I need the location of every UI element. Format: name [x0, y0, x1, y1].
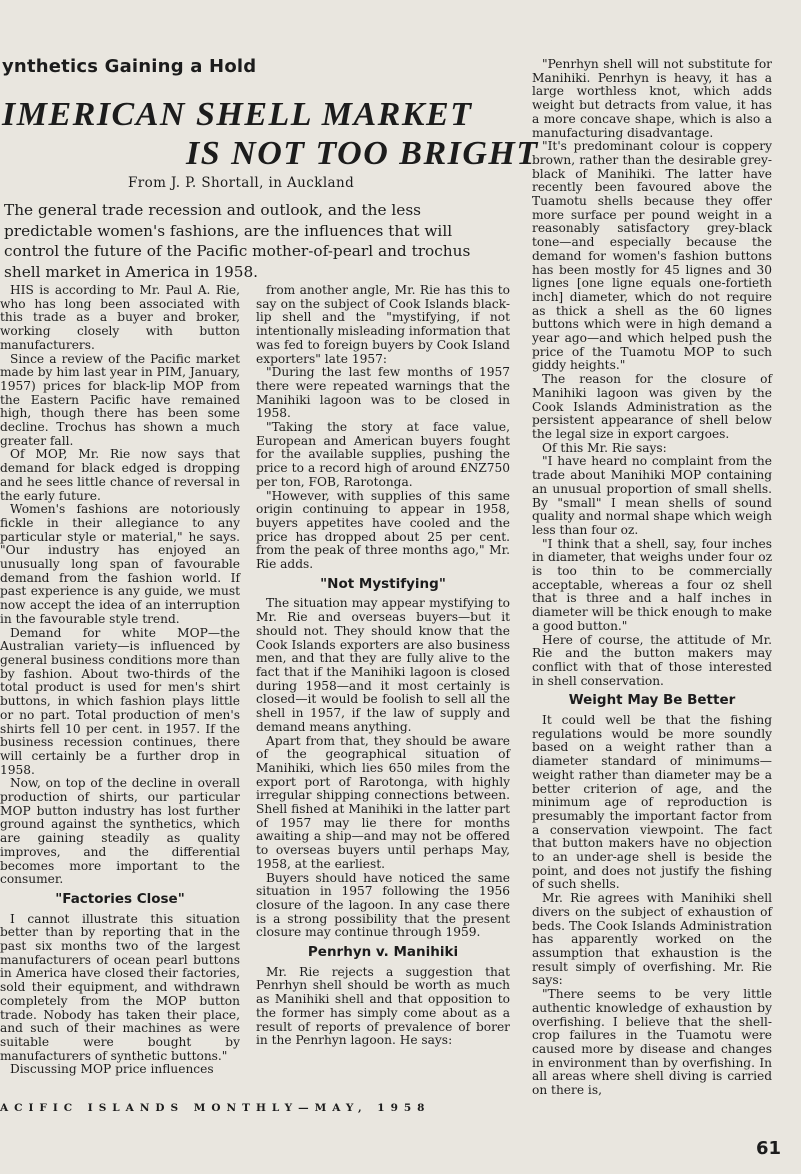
paragraph: Buyers should have noticed the same situation in 1957 following the 1956 closure of the lagoon. In any case there is a strong possibility that the present closure may continue through 1959.	[256, 870, 510, 940]
paragraph: Discussing MOP price influences	[10, 1062, 214, 1077]
paragraph: I cannot illustrate this situation better than by reporting that in the past six months two of the largest manufacturers of ocean pearl buttons in America have closed their factories, sold their equipment, and withdrawn completely from the MOP button trade. Nobody has taken their place, and such of their machines as were suitable were bought by manufacturers of synthetic buttons."	[0, 911, 240, 1063]
paragraph: Mr. Rie agrees with Manihiki shell divers on the subject of exhaustion of beds. The Cook Islands Administration has apparently worked on the assumption that exhaustion is the result simply of overfishing. Mr. Rie says:	[532, 891, 772, 988]
column-2	[256, 284, 510, 1048]
paragraph: The reason for the closure of Manihiki lagoon was given by the Cook Islands Administration as the persistent appearance of shell below the legal size in export cargoes.	[532, 372, 772, 441]
paragraph: "I have heard no complaint from the trade about Manihiki MOP containing an unusual proportion of small shells. By "small" I mean shells of sound quality and normal shape which weigh less than four oz.	[532, 454, 772, 537]
headline-line-2: IS NOT TOO BRIGHT	[186, 135, 539, 172]
paragraph: "However, with supplies of this same origin continuing to appear in 1958, buyers appetites have cooled and the price has dropped about 25 per cent. from the peak of three months ago," Mr. Rie adds.	[256, 488, 510, 572]
paragraph: It could well be that the fishing regulations would be more soundly based on a weight rather than a diameter standard of minimums—weight rather than diameter may be a better criterion of age, and the minimum age of reproduction is presumably the important factor from a conservation viewpoint. The fact that button makers have no objection to an under-age shell is beside the point, and does not justify the fishing of such shells.	[532, 713, 772, 892]
paragraph: Demand for white MOP—the Australian variety—is influenced by general business conditions more than by fashion. About two-thirds of the total product is used for men's shirt buttons, in which fashion plays little or no part. Total production of men's shirts fell 10 per cent. in 1957. If the business recession continues, there will certainly be a further drop in 1958.	[0, 625, 240, 777]
subheading-weight-may-be-better: Weight May Be Better	[568, 692, 736, 709]
paragraph: Of MOP, Mr. Rie now says that demand for black edged is dropping and he sees little chance of reversal in the early future.	[0, 447, 240, 503]
headline-line-1: IMERICAN SHELL MARKET	[2, 96, 473, 133]
paragraph: Apart from that, they should be aware of the geographical situation of Manihiki, which lies 650 miles from the export port of Rarotonga, with highly irregular shipping connections between. Shell fished at Manihiki in the latter part of 1957 may lie there for months awaiting a ship—and may not be offered to overseas buyers until perhaps May, 1958, at the earliest.	[256, 733, 510, 871]
subheading-penrhyn-v-manihiki: Penrhyn v. Manihiki	[307, 944, 459, 961]
paragraph: HIS is according to Mr. Paul A. Rie, who has long been associated with this trade as a buyer and broker, working closely with button manufacturers.	[0, 283, 240, 352]
paragraph: "There seems to be very little authentic knowledge of exhaustion by overfishing. I believe that the shell-crop failures in the Tuamotu were caused more by disease and changes in environment than by overfishing. In all areas where shell diving is carried on there is,	[532, 987, 772, 1098]
page-number: 61	[756, 1138, 782, 1159]
column-3	[532, 58, 772, 1098]
paragraph: "Penrhyn shell will not substitute for Manihiki. Penrhyn is heavy, it has a large worthless knot, which adds weight but detracts from value, it has a more concave shape, which is also a manufacturing disadvantage.	[532, 57, 772, 140]
subheading-not-mystifying: "Not Mystifying"	[320, 575, 446, 592]
kicker: ynthetics Gaining a Hold	[2, 56, 257, 77]
paragraph: Here of course, the attitude of Mr. Rie and the button makers may conflict with that of those interested in shell conservation.	[532, 632, 772, 688]
paragraph: "It's predominant colour is coppery brown, rather than the desirable grey-black of Manihiki. The latter have recently been favoured above the Tuamotu shells because they offer more surface per pound weight in a reasonably satisfactory grey-black tone—and especially because the demand for women's fashion buttons has been mostly for 45 lignes and 30 lignes [one ligne equals one-fortieth inch] diameter, which do not require as thick a shell as the 60 lignes buttons which were in high demand a year ago—and which helped push the price of the Tuamotu MOP to such giddy heights."	[532, 139, 772, 373]
paragraph: "During the last few months of 1957 there were repeated warnings that the Manihiki lagoon was to be closed in 1958.	[256, 365, 510, 421]
running-footer: ACIFIC ISLANDS MONTHLY—MAY, 1958	[0, 1102, 431, 1114]
paragraph: "Taking the story at face value, European and American buyers fought for the available supplies, pushing the price to a record high of around £NZ750 per ton, FOB, Rarotonga.	[256, 420, 510, 489]
byline: From J. P. Shortall, in Auckland	[128, 175, 355, 191]
intro-paragraph: The general trade recession and outlook, and the less predictable women's fashions, are the influences that will control the future of the Pacific mother-of-pearl and trochus shell market in America in 1958.	[4, 201, 471, 281]
paragraph: "I think that a shell, say, four inches in diameter, that weighs under four oz is too thin to be commercially acceptable, whereas a four oz shell that is three and a half inches in diameter will be thick enough to make a good button."	[532, 536, 772, 633]
paragraph: The situation may appear mystifying to Mr. Rie and overseas buyers—but it should not. They should know that the Cook Islands exporters are also business men, and that they are fully alive to the fact that if the Manihiki lagoon is closed during 1958—and it most certainly is closed—it would be foolish to sell all the shell in 1957, if the law of supply and demand means anything.	[256, 596, 510, 734]
column-1	[0, 284, 240, 1077]
paragraph: Women's fashions are notoriously fickle in their allegiance to any particular style or material," he says. "Our industry has enjoyed an unusually long span of favourable demand from the fashion world. If past experience is any guide, we must now accept the idea of an interruption in the favourable style trend.	[0, 502, 240, 626]
paragraph: Mr. Rie rejects a suggestion that Penrhyn shell should be worth as much as Manihiki shell and that opposition to the former has simply come about as a result of reports of prevalence of borer in the Penrhyn lagoon. He says:	[256, 964, 510, 1048]
subheading-factories-close: "Factories Close"	[55, 890, 185, 907]
paragraph: Now, on top of the decline in overall production of shirts, our particular MOP button industry has lost further ground against the synthetics, which are gaining steadily as quality improves, and the differential becomes more important to the consumer.	[0, 776, 240, 887]
paragraph: Of this Mr. Rie says:	[542, 440, 667, 455]
paragraph: Since a review of the Pacific market made by him last year in PIM, January, 1957) prices for black-lip MOP from the Eastern Pacific have remained high, though there has been some decline. Trochus has shown a much greater fall.	[0, 351, 240, 448]
paragraph: from another angle, Mr. Rie has this to say on the subject of Cook Islands black-lip shell and the "mystifying, if not intentionally misleading information that was fed to foreign buyers by Cook Island exporters" late 1957:	[256, 283, 510, 366]
